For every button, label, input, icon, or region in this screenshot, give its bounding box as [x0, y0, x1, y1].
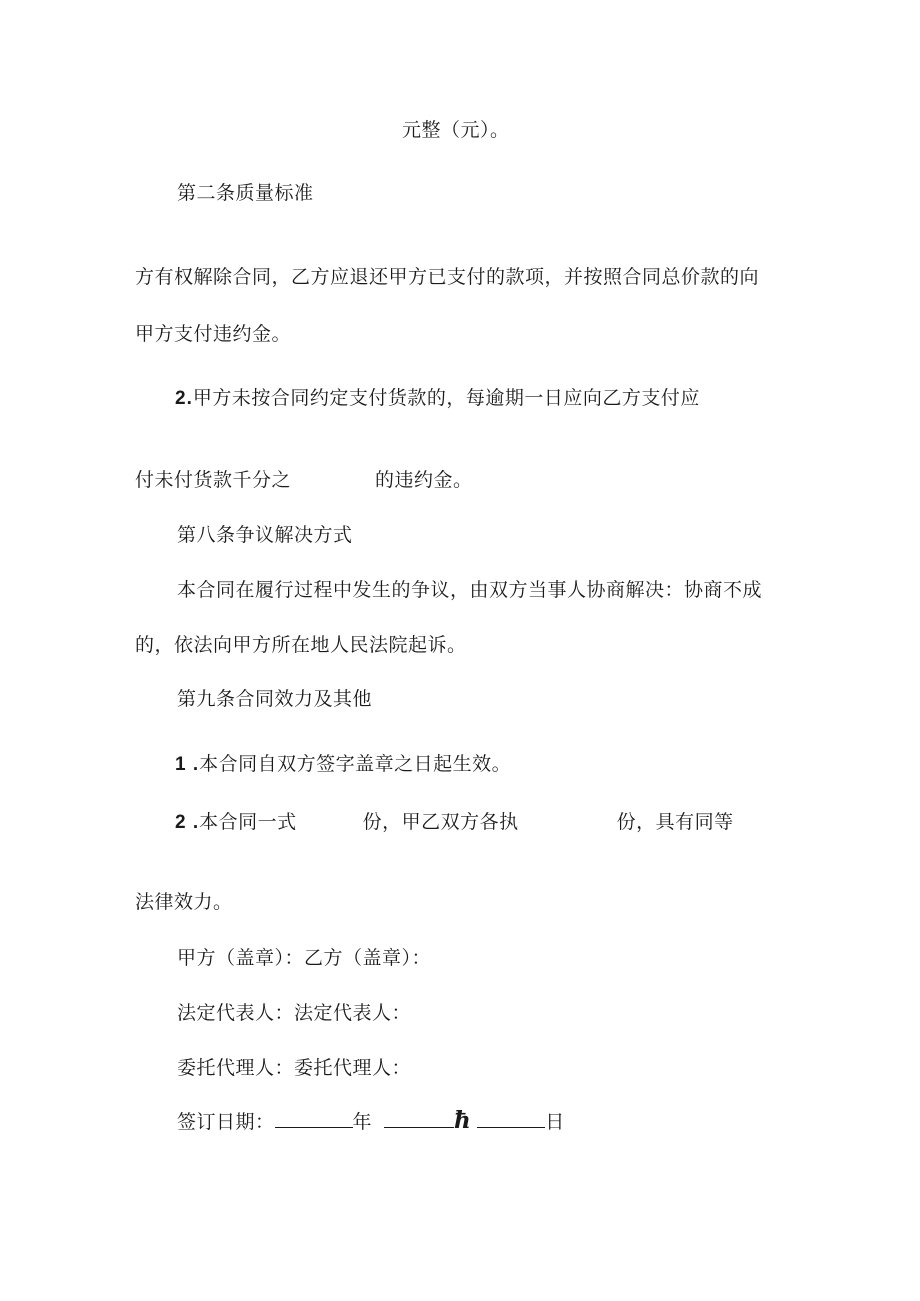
late-payment-rate-line — [135, 468, 473, 492]
late-payment-text: 甲方未按合同约定支付货款的，每逾期一日应向乙方支付应 — [192, 387, 700, 409]
day-label: 日 — [545, 1111, 565, 1133]
legal-representative-line: 法定代表人：法定代表人： — [177, 1002, 412, 1024]
month-blank — [384, 1109, 454, 1128]
dispute-clause-line-1: 本合同在履行过程中发生的争议，由双方当事人协商解决：协商不成 — [177, 579, 763, 601]
penalty-payment-line: 甲方支付违约金。 — [135, 323, 292, 345]
signing-date-label: 签订日期： — [177, 1111, 275, 1133]
dispute-clause-line-2: 的，依法向甲方所在地人民法院起诉。 — [135, 634, 467, 656]
late-payment-clause — [175, 386, 700, 411]
copies-text-b: 份，甲乙双方各执 — [362, 811, 519, 833]
article-8-heading: 第八条争议解决方式 — [177, 524, 353, 546]
rate-prefix: 付未付货款千分之 — [135, 469, 292, 491]
signing-date-line — [177, 1109, 565, 1134]
amount-suffix-line: 元整（元）。 — [402, 119, 510, 141]
legal-effect-line: 法律效力。 — [135, 891, 233, 913]
effective-clause — [175, 752, 511, 777]
month-label: ħ — [454, 1107, 472, 1134]
year-blank — [275, 1109, 353, 1128]
day-blank — [477, 1109, 545, 1128]
effective-text: 本合同自双方签字盖章之日起生效。 — [199, 753, 512, 775]
clause-number: 1 . — [175, 754, 200, 775]
article-2-heading: 第二条质量标准 — [177, 182, 314, 204]
clause-number: 2 . — [175, 812, 200, 833]
article-9-heading: 第九条合同效力及其他 — [177, 688, 373, 710]
party-seal-line: 甲方（盖章）：乙方（盖章）： — [177, 947, 432, 969]
copies-text-c: 份，具有同等 — [616, 811, 734, 833]
clause-number: 2. — [175, 388, 193, 409]
termination-clause-line: 方有权解除合同，乙方应退还甲方已支付的款项，并按照合同总价款的向 — [135, 266, 760, 288]
rate-suffix: 的违约金。 — [375, 469, 473, 491]
copies-text-a: 本合同一式 — [199, 811, 297, 833]
year-label: 年 — [352, 1111, 373, 1133]
copies-clause — [175, 810, 734, 835]
authorized-agent-line: 委托代理人：委托代理人： — [177, 1057, 412, 1079]
